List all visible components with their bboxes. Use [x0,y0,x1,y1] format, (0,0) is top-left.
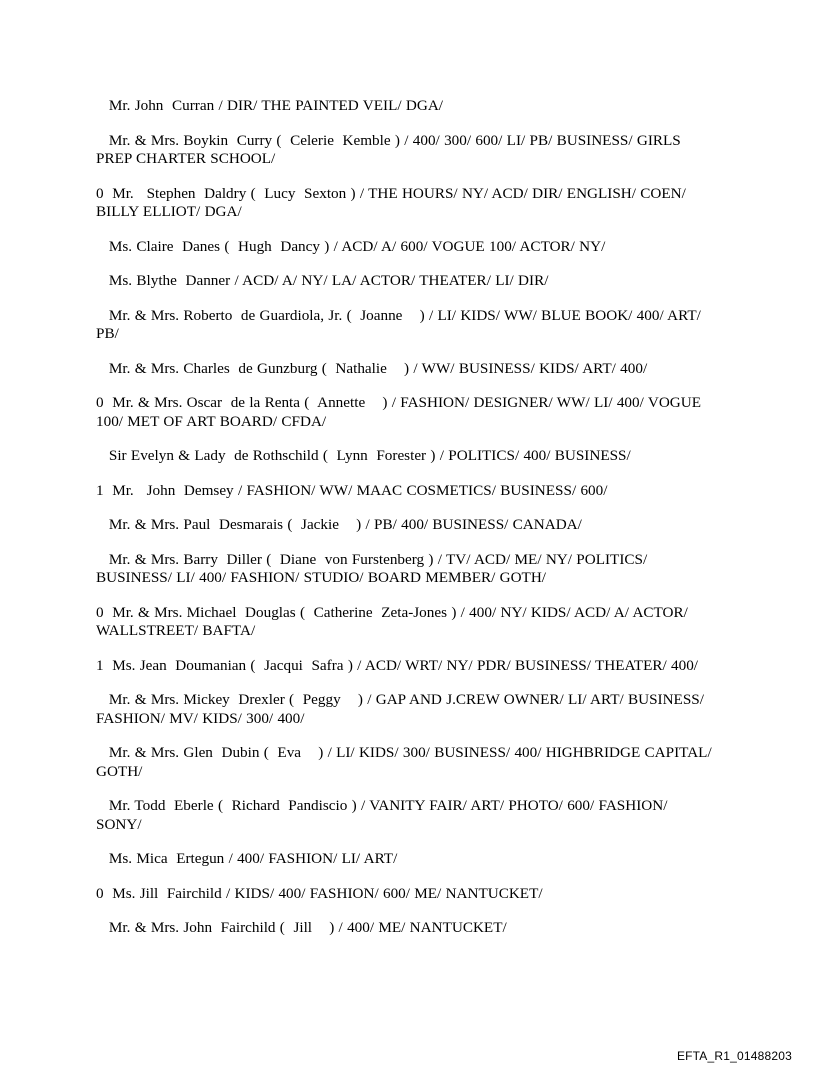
list-item: Ms. Claire Danes ( Hugh Dancy ) / ACD/ A/ 600/ VOGUE 100/ ACTOR/ NY/ [96,237,606,255]
list-item: Mr. & Mrs. Roberto de Guardiola, Jr. ( Joanne ) / LI/ KIDS/ WW/ BLUE BOOK/ 400/ ART/ PB/ [96,306,706,342]
list-item: Sir Evelyn & Lady de Rothschild ( Lynn Forester ) / POLITICS/ 400/ BUSINESS/ [96,447,631,464]
list-item: Mr. & Mrs. Barry Diller ( Diane von Furstenberg ) / TV/ ACD/ ME/ NY/ POLITICS/ BUSINESS/ LI/ 400/ FASHION/ STUDIO/ BOARD MEMBER/ GOTH/ [96,550,652,586]
list-item: Mr. & Mrs. John Fairchild ( Jill ) / 400/ ME/ NANTUCKET/ [96,919,507,936]
list-item: Mr. & Mrs. Charles de Gunzburg ( Nathalie ) / WW/ BUSINESS/ KIDS/ ART/ 400/ [96,359,648,377]
list-item: 0 Ms. Jill Fairchild / KIDS/ 400/ FASHION/ 600/ ME/ NANTUCKET/ [96,884,543,902]
list-item: 1 Ms. Jean Doumanian ( Jacqui Safra ) / ACD/ WRT/ NY/ PDR/ BUSINESS/ THEATER/ 400/ [96,656,699,674]
list-item: Ms. Blythe Danner / ACD/ A/ NY/ LA/ ACTOR/ THEATER/ LI/ DIR/ [96,272,549,289]
list-item: 0 Mr. & Mrs. Oscar de la Renta ( Annette ) / FASHION/ DESIGNER/ WW/ LI/ 400/ VOGUE 100/ MET OF ART BOARD/ CFDA/ [96,394,706,430]
document-id: EFTA_R1_01488203 [676,1049,792,1063]
list-item: 0 Mr. Stephen Daldry ( Lucy Sexton ) / THE HOURS/ NY/ ACD/ DIR/ ENGLISH/ COEN/ BILLY ELLIOT/ DGA/ [96,184,691,220]
contact-list [96,97,716,954]
list-item: 0 Mr. & Mrs. Michael Douglas ( Catherine Zeta-Jones ) / 400/ NY/ KIDS/ ACD/ A/ ACTOR/ WALLSTREET/ BAFTA/ [96,603,692,639]
list-item: Mr. & Mrs. Boykin Curry ( Celerie Kemble ) / 400/ 300/ 600/ LI/ PB/ BUSINESS/ GIRLS PREP CHARTER SCHOOL/ [96,131,686,167]
list-item: Mr. Todd Eberle ( Richard Pandiscio ) / VANITY FAIR/ ART/ PHOTO/ 600/ FASHION/ SONY/ [96,797,672,833]
list-item: 1 Mr. John Demsey / FASHION/ WW/ MAAC COSMETICS/ BUSINESS/ 600/ [96,481,608,499]
list-item: Ms. Mica Ertegun / 400/ FASHION/ LI/ ART/ [96,850,398,867]
list-item: Mr. John Curran / DIR/ THE PAINTED VEIL/ DGA/ [96,97,444,114]
list-item: Mr. & Mrs. Mickey Drexler ( Peggy ) / GAP AND J.CREW OWNER/ LI/ ART/ BUSINESS/ FASHION/ MV/ KIDS/ 300/ 400/ [96,691,709,727]
list-item: Mr. & Mrs. Paul Desmarais ( Jackie ) / PB/ 400/ BUSINESS/ CANADA/ [96,516,582,533]
list-item: Mr. & Mrs. Glen Dubin ( Eva ) / LI/ KIDS/ 300/ BUSINESS/ 400/ HIGHBRIDGE CAPITAL/ GOTH/ [96,744,716,780]
